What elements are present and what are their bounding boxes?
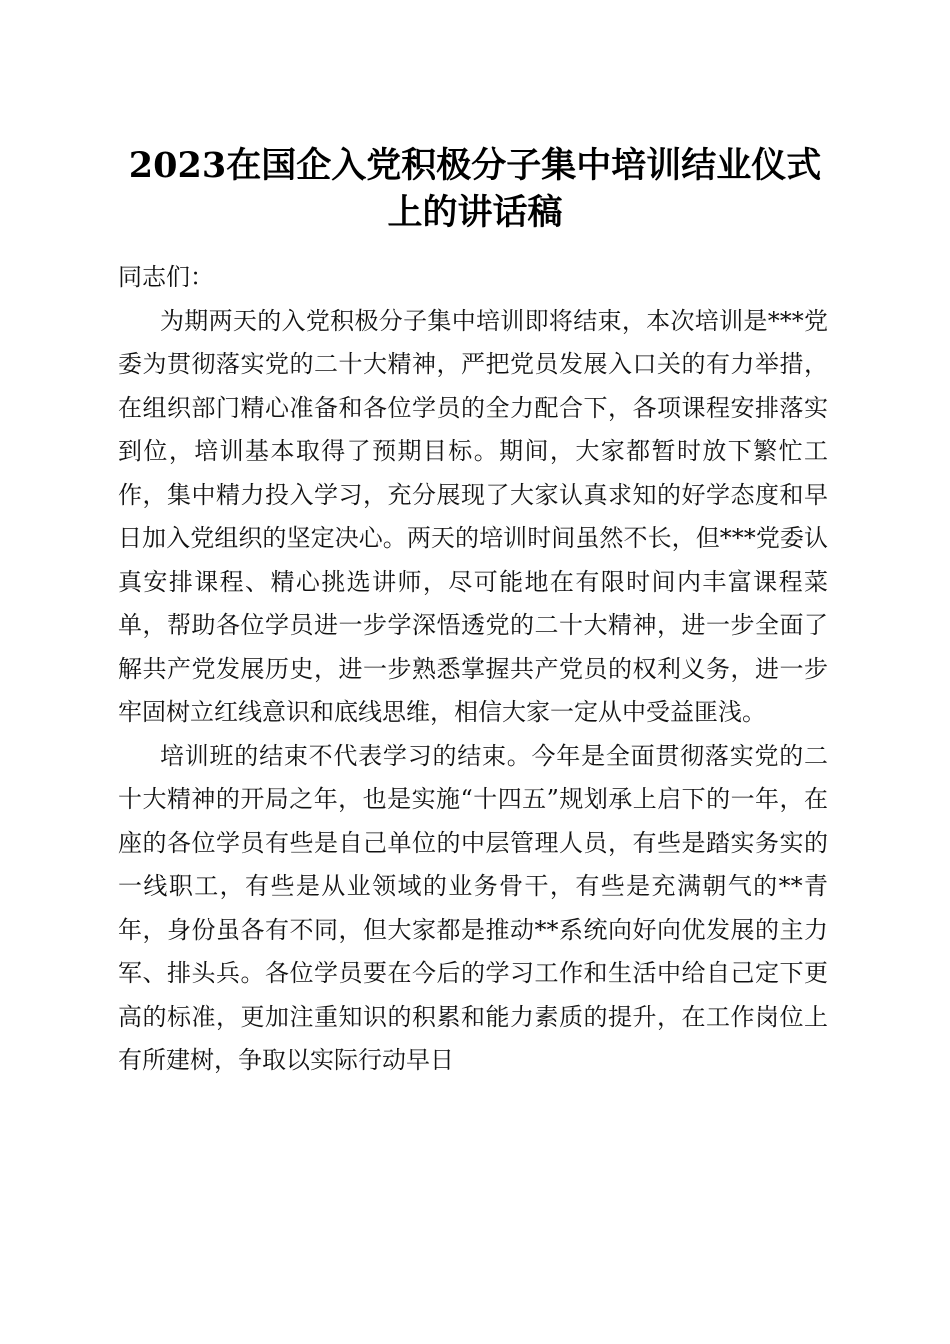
salutation: 同志们： — [118, 263, 214, 291]
document-body — [118, 256, 828, 1083]
document-title — [100, 142, 850, 236]
title-line-1: 2023在国企入党积极分子集中培训结业仪式 — [128, 145, 822, 186]
paragraph-1: 为期两天的入党积极分子集中培训即将结束，本次培训是***党委为贯彻落实党的二十大精神，严把党员发展入口关的有力举措，在组织部门精心准备和各位学员的全力配合下，各项课程安排落实到位，培训基本取得了预期目标。期间，大家都暂时放下繁忙工作，集中精力投入学习，充分展现了大家认真求知的好学态度和早日加入党组织的坚定决心。两天的培训时间虽然不长，但***党委认真安排课程、精心挑选讲师，尽可能地在有限时间内丰富课程菜单，帮助各位学员进一步学深悟透党的二十大精神，进一步全面了解共产党发展历史，进一步熟悉掌握共产党员的权利义务，进一步牢固树立红线意识和底线思维，相信大家一定从中受益匪浅。 — [118, 306, 828, 726]
paragraph-2: 培训班的结束不代表学习的结束。今年是全面贯彻落实党的二十大精神的开局之年，也是实施“十四五”规划承上启下的一年，在座的各位学员有些是自己单位的中层管理人员，有些是踏实务实的一线职工，有些是从业领域的业务骨干，有些是充满朝气的**青年，身份虽各有不同，但大家都是推动**系统向好向优发展的主力军、排头兵。各位学员要在今后的学习工作和生活中给自己定下更高的标准，更加注重知识的积累和能力素质的提升，在工作岗位上有所建树，争取以实际行动早日 — [118, 741, 828, 1074]
title-line-2: 上的讲话稿 — [387, 192, 563, 233]
